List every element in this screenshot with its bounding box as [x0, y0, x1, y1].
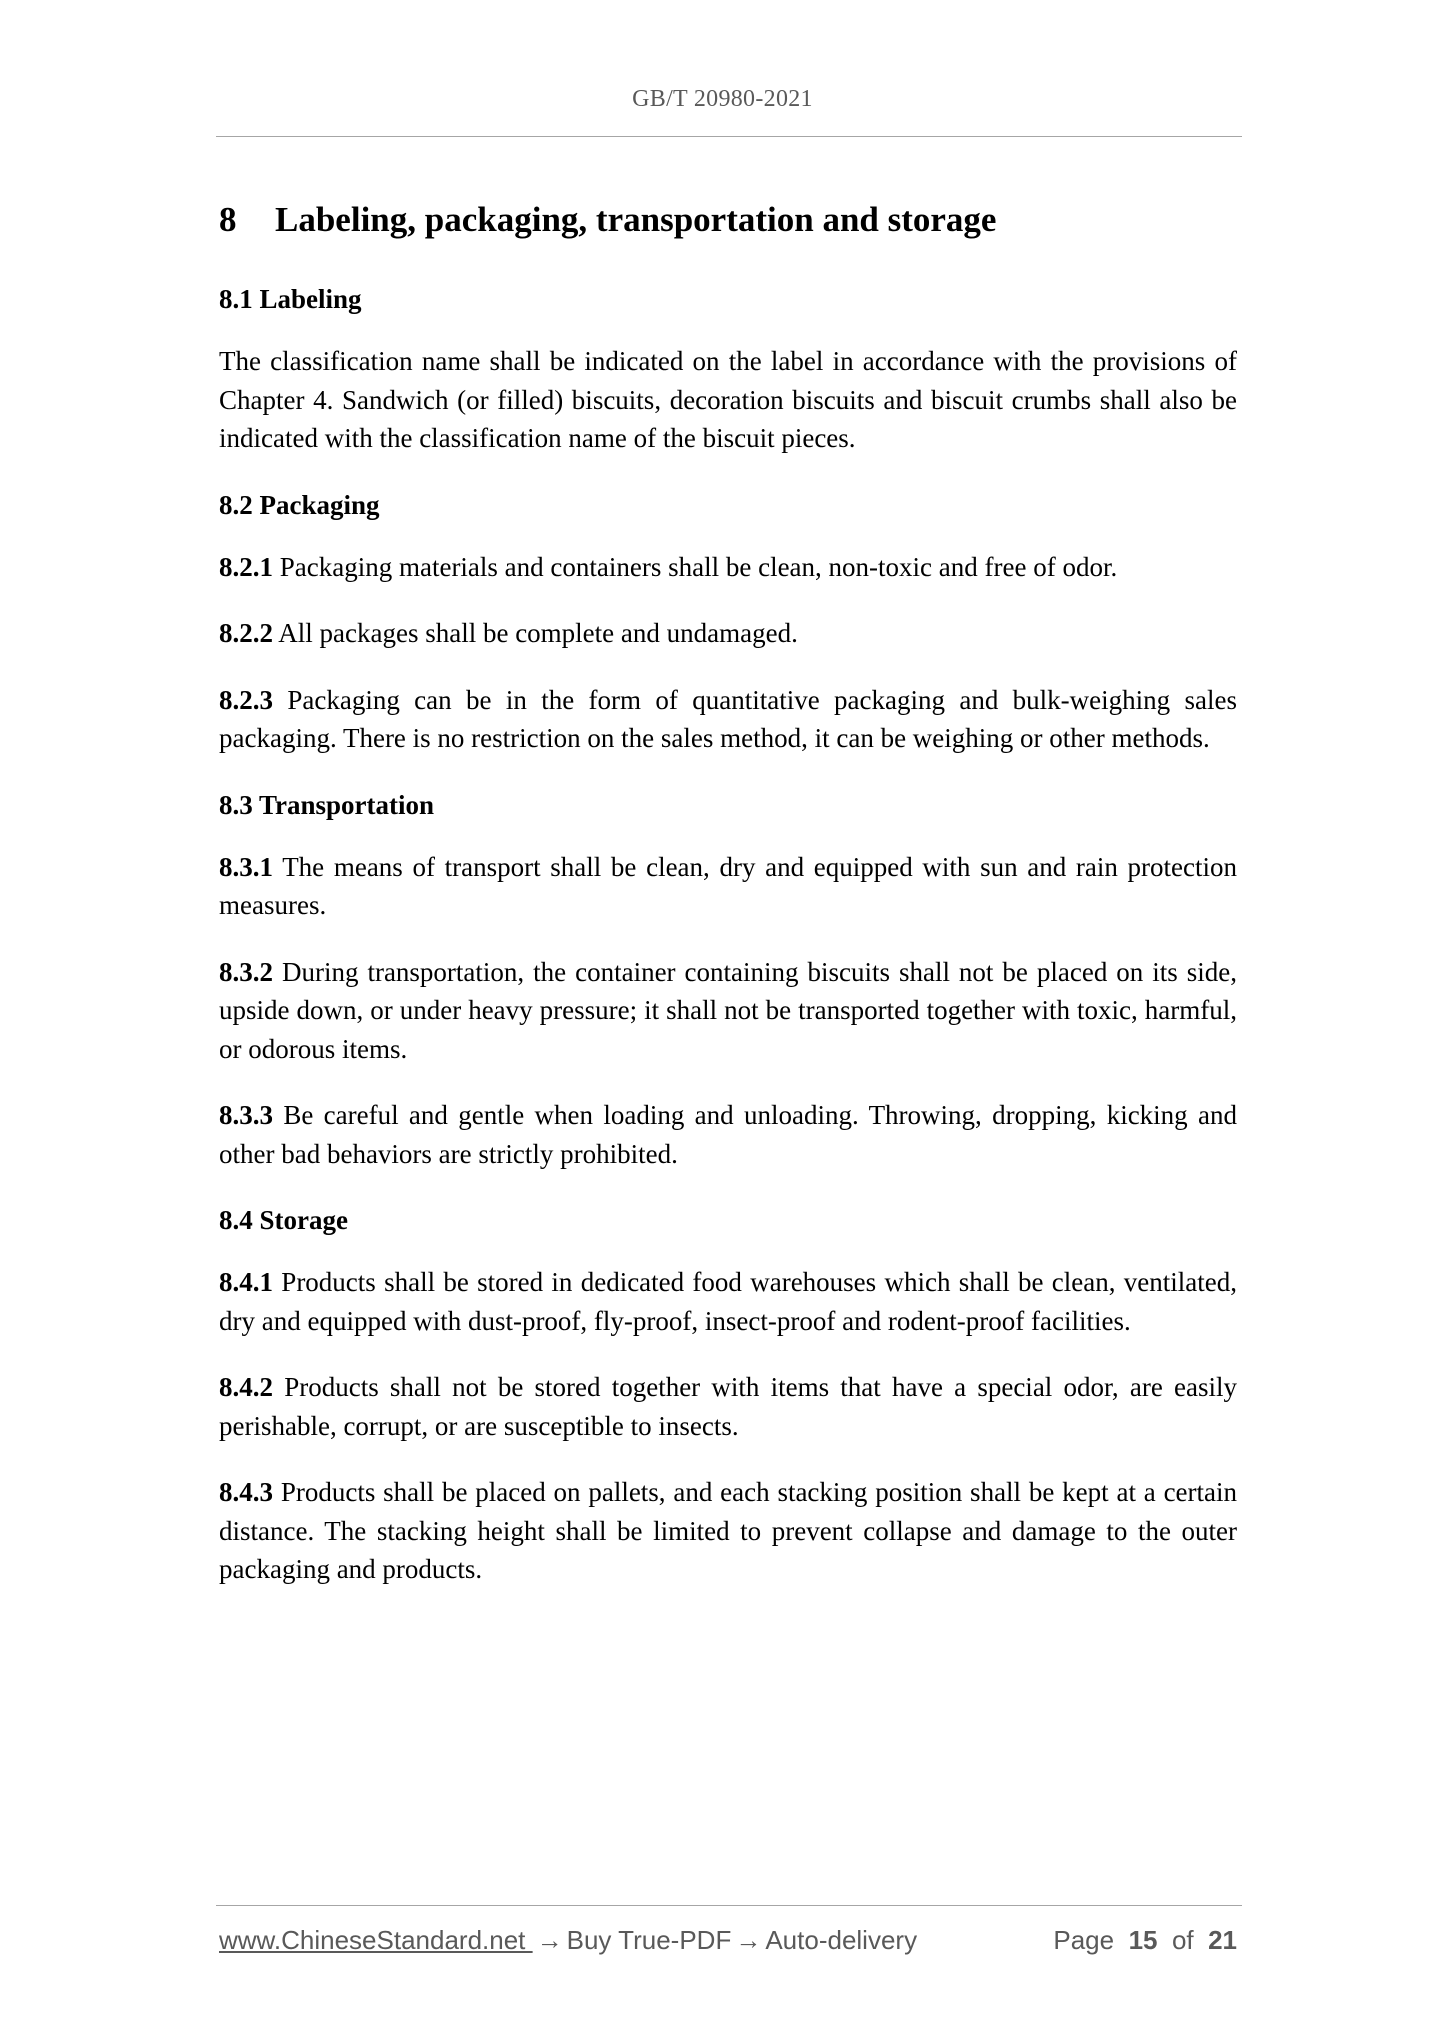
clause: [219, 1368, 1237, 1445]
clause-number: 8.4.1: [219, 1267, 273, 1297]
clause: [219, 848, 1237, 925]
auto-delivery-text: Auto-delivery: [765, 1925, 918, 1955]
clause: [219, 548, 1237, 587]
clause-text: During transportation, the container containing biscuits shall not be placed on its side, upside down, or under heavy pressure; it shall not be transported together with toxic, harmful, or odorous items.: [219, 956, 1238, 1064]
clause-number: 8.4.3: [219, 1477, 273, 1507]
clause-number: 8.3.3: [219, 1100, 273, 1130]
section-heading-transportation: 8.3 Transportation: [219, 789, 435, 820]
page-number: [1053, 1922, 1237, 1958]
section-heading-storage: 8.4 Storage: [219, 1205, 348, 1235]
clause-text: Products shall be stored in dedicated food warehouses which shall be clean, ventilated, dry and equipped with dust-proof, fly-proof, insect-proof and rodent-proof facilities.: [219, 1267, 1237, 1336]
clause-text: All packages shall be complete and undamaged.: [278, 618, 798, 648]
clause: [219, 614, 1237, 653]
chapter-heading: [219, 196, 1237, 244]
clause-text: Products shall not be stored together with items that have a special odor, are easily perishable, corrupt, or are susceptible to insects.: [219, 1372, 1238, 1441]
footer-links: [219, 1922, 917, 1958]
clause: [219, 953, 1237, 1069]
arrow-right-icon: →: [735, 1925, 762, 1955]
clause-number: 8.3.1: [219, 851, 273, 882]
buy-true-pdf-text: Buy True-PDF: [566, 1925, 732, 1955]
clause-number: 8.2.3: [219, 684, 273, 715]
clause-text: The means of transport shall be clean, dry and equipped with sun and rain protection measures.: [219, 851, 1237, 920]
chapter-number: 8: [219, 200, 237, 239]
clause: [219, 1263, 1237, 1340]
clause-text: Packaging can be in the form of quantitative packaging and bulk-weighing sales packaging. There is no restriction on the sales method, it can be weighing or other methods.: [219, 684, 1237, 753]
clause-text: Products shall be placed on pallets, and each stacking position shall be kept at a certain distance. The stacking height shall be limited to prevent collapse and damage to the outer packaging and products.: [219, 1477, 1238, 1584]
section-heading-labeling: 8.1 Labeling: [219, 284, 362, 314]
clause-text: Packaging materials and containers shall be clean, non-toxic and free of odor.: [279, 551, 1118, 582]
running-header: GB/T 20980-2021: [632, 86, 813, 112]
clause-number: 8.2.1: [219, 551, 273, 582]
clause-number: 8.4.2: [219, 1372, 273, 1402]
page-label: Page: [1053, 1925, 1115, 1955]
clause-number: 8.2.2: [219, 618, 273, 648]
section-heading-packaging: 8.2 Packaging: [219, 489, 380, 520]
clause: [219, 1473, 1237, 1589]
arrow-right-icon: →: [536, 1925, 563, 1955]
chapter-title: Labeling, packaging, transportation and storage: [275, 200, 997, 239]
page-total: 21: [1208, 1925, 1237, 1955]
page-content: [219, 196, 1237, 1617]
site-link[interactable]: www.ChineseStandard.net: [219, 1925, 533, 1955]
page-of-label: of: [1171, 1925, 1194, 1955]
paragraph: [219, 342, 1237, 458]
clause-number: 8.3.2: [219, 956, 273, 987]
paragraph-text: The classification name shall be indicated on the label in accordance with the provisions of Chapter 4. Sandwich (or filled) biscuits, decoration biscuits and biscuit crumbs shall also be indicated with the classification name of the biscuit pieces.: [219, 346, 1237, 453]
page-current: 15: [1128, 1925, 1158, 1955]
clause-text: Be careful and gentle when loading and unloading. Throwing, dropping, kicking and other bad behaviors are strictly prohibited.: [219, 1100, 1237, 1169]
clause: [219, 681, 1237, 758]
footer-divider: [216, 1905, 1242, 1906]
header-divider: [216, 136, 1242, 137]
clause: [219, 1096, 1237, 1173]
